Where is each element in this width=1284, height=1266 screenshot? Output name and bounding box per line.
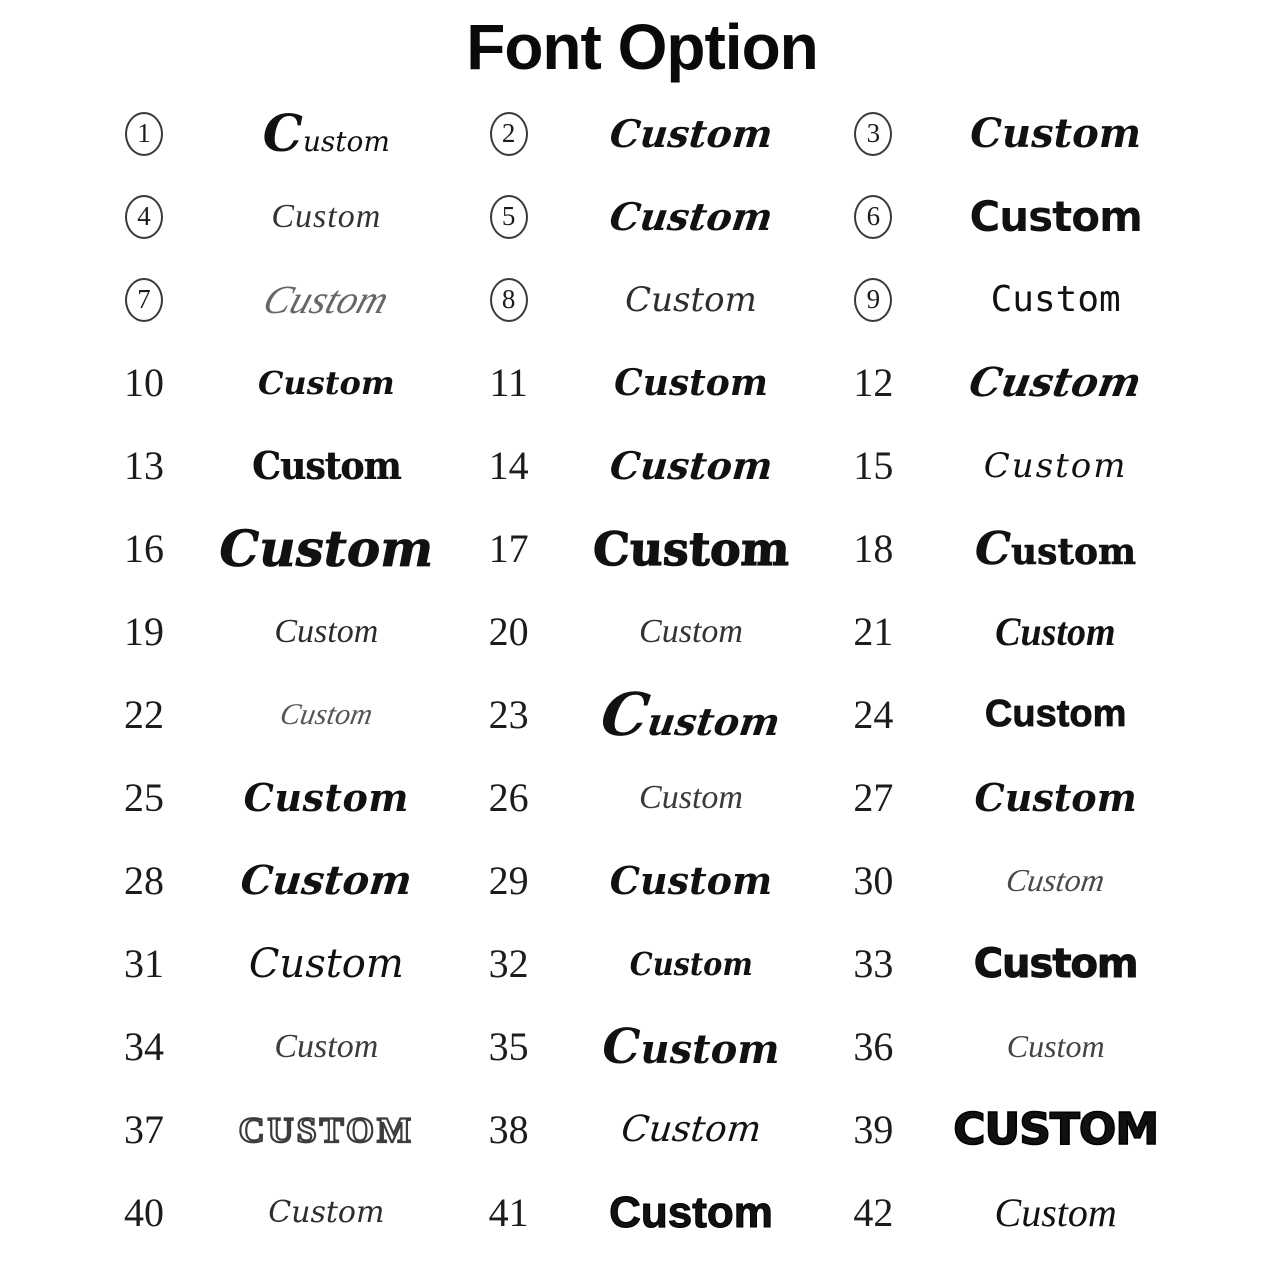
item-number: 23 xyxy=(488,691,529,737)
item-number: 13 xyxy=(124,442,164,488)
item-number: 34 xyxy=(124,1023,164,1069)
item-number: 15 xyxy=(853,442,894,488)
font-option-item-11 xyxy=(465,341,830,424)
item-number: 39 xyxy=(853,1106,894,1152)
item-number-box xyxy=(829,1189,917,1235)
font-grid xyxy=(100,92,1194,1254)
font-option-item-29 xyxy=(465,839,830,922)
item-number-box xyxy=(100,608,188,654)
item-number-box xyxy=(100,525,188,571)
item-number-box xyxy=(100,857,188,903)
page-title: Font Option xyxy=(466,11,818,83)
item-number-box xyxy=(465,278,553,322)
item-number-box xyxy=(100,691,188,737)
item-number: 6 xyxy=(854,195,892,239)
item-number: 19 xyxy=(124,608,164,654)
item-number: 38 xyxy=(488,1106,529,1152)
font-option-item-42 xyxy=(829,1171,1194,1254)
font-option-item-32 xyxy=(465,922,830,1005)
font-sample-13-blackletter-old-english: Custom xyxy=(252,443,401,488)
item-number: 40 xyxy=(124,1189,164,1235)
font-option-item-6 xyxy=(829,175,1194,258)
font-option-item-41 xyxy=(465,1171,830,1254)
item-number-box xyxy=(100,774,188,820)
font-sample-42-elegant-italic-serif: Custom xyxy=(994,1190,1117,1235)
font-option-item-21 xyxy=(829,590,1194,673)
item-number: 35 xyxy=(488,1023,529,1069)
item-number: 33 xyxy=(853,940,894,986)
font-option-item-5 xyxy=(465,175,830,258)
font-option-item-12 xyxy=(829,341,1194,424)
font-option-item-15 xyxy=(829,424,1194,507)
item-number-box xyxy=(829,940,917,986)
item-number: 28 xyxy=(124,857,164,903)
font-option-item-17 xyxy=(465,507,830,590)
font-option-item-20 xyxy=(465,590,830,673)
item-number: 26 xyxy=(488,774,529,820)
font-option-item-24 xyxy=(829,673,1194,756)
font-sample-15-quirky-handwritten: Custom xyxy=(983,445,1128,486)
item-number: 36 xyxy=(853,1023,894,1069)
item-number-box xyxy=(465,1106,553,1152)
font-sample-2-italic-script-medium: Custom xyxy=(607,111,775,156)
font-sample-10-bold-compact-script: Custom xyxy=(257,363,395,402)
font-option-item-25 xyxy=(100,756,465,839)
font-option-item-23 xyxy=(465,673,830,756)
item-number-box xyxy=(829,442,917,488)
item-number-box xyxy=(829,525,917,571)
item-number-box xyxy=(829,278,917,322)
item-number: 10 xyxy=(124,359,164,405)
font-sample-36-light-script: Custom xyxy=(1006,1028,1105,1064)
item-number: 32 xyxy=(488,940,529,986)
item-number: 21 xyxy=(853,608,894,654)
item-number: 30 xyxy=(853,857,894,903)
item-number: 17 xyxy=(488,525,529,571)
item-number-box xyxy=(465,608,553,654)
item-number: 37 xyxy=(124,1106,164,1152)
font-option-item-27 xyxy=(829,756,1194,839)
item-number-box xyxy=(465,442,553,488)
item-number-box xyxy=(100,940,188,986)
item-number-box xyxy=(829,195,917,239)
font-sample-21-bold-italic-condensed: Custom xyxy=(995,609,1116,654)
item-number-box xyxy=(465,774,553,820)
item-number-box xyxy=(465,359,553,405)
font-option-item-38 xyxy=(465,1088,830,1171)
item-number: 31 xyxy=(124,940,164,986)
font-sample-31-medium-upright-script: Custom xyxy=(248,940,404,987)
item-number-box xyxy=(100,278,188,322)
item-number-box xyxy=(100,442,188,488)
font-option-item-1 xyxy=(100,92,465,175)
font-sample-39-heavy-rounded-caps: CUSTOM xyxy=(953,1104,1159,1155)
font-option-item-34 xyxy=(100,1005,465,1088)
font-option-item-3 xyxy=(829,92,1194,175)
font-option-item-35 xyxy=(465,1005,830,1088)
item-number: 18 xyxy=(853,525,894,571)
font-option-item-9 xyxy=(829,258,1194,341)
font-sample-25-retro-script-medium: Custom xyxy=(243,775,410,820)
item-number: 20 xyxy=(488,608,529,654)
item-number-box xyxy=(829,608,917,654)
font-sample-11-bold-script: Custom xyxy=(614,361,768,404)
item-number: 3 xyxy=(854,112,892,156)
item-number-box xyxy=(829,1023,917,1069)
item-number: 2 xyxy=(490,112,528,156)
item-number-box xyxy=(100,1106,188,1152)
item-number-box xyxy=(465,1023,553,1069)
item-number-box xyxy=(829,1106,917,1152)
item-number: 7 xyxy=(125,278,163,322)
item-number: 12 xyxy=(853,359,894,405)
item-number-box xyxy=(100,195,188,239)
font-sample-32-bold-condensed-script: Custom xyxy=(629,944,753,983)
font-sample-18-bold-decorative-serif: Custom xyxy=(975,522,1137,575)
item-number-box xyxy=(465,857,553,903)
font-option-item-26 xyxy=(465,756,830,839)
font-sample-1-script-with-large-decorative-capital: Custom xyxy=(262,104,390,163)
item-number: 22 xyxy=(124,691,164,737)
font-option-item-13 xyxy=(100,424,465,507)
font-option-item-18 xyxy=(829,507,1194,590)
item-number: 16 xyxy=(124,525,164,571)
font-sample-30-thin-italic-script: Custom xyxy=(1004,862,1108,898)
font-sample-7-thin-flourish-signature-script: Custom xyxy=(257,277,395,322)
font-option-item-30 xyxy=(829,839,1194,922)
font-sample-29-bold-upright-script: Custom xyxy=(609,858,773,903)
item-number-box xyxy=(465,525,553,571)
item-number: 8 xyxy=(490,278,528,322)
font-sample-40-small-script: Custom xyxy=(268,1195,385,1230)
font-sample-23-bold-brush-script-large-capital: Custom xyxy=(596,680,783,749)
font-option-item-16 xyxy=(100,507,465,590)
font-sample-33-heavy-display: Custom xyxy=(973,940,1138,987)
font-option-item-36 xyxy=(829,1005,1194,1088)
font-option-item-37 xyxy=(100,1088,465,1171)
font-sample-41-heavy-bold-sans: Custom xyxy=(609,1187,773,1237)
font-sample-4-elegant-thin-script: Custom xyxy=(271,197,382,235)
font-sample-3-bold-script: Custom xyxy=(970,110,1142,157)
font-sample-5-bold-italic-script: Custom xyxy=(606,194,776,239)
item-number: 5 xyxy=(490,195,528,239)
font-option-item-14 xyxy=(465,424,830,507)
font-sample-28-bold-italic-script: Custom xyxy=(238,857,415,904)
font-option-item-10 xyxy=(100,341,465,424)
font-option-item-22 xyxy=(100,673,465,756)
item-number-box xyxy=(829,857,917,903)
item-number-box xyxy=(829,359,917,405)
item-number-box xyxy=(100,1023,188,1069)
item-number: 29 xyxy=(488,857,529,903)
item-number-box xyxy=(100,112,188,156)
item-number-box xyxy=(829,691,917,737)
font-option-item-2 xyxy=(465,92,830,175)
font-sample-20-elegant-script: Custom xyxy=(639,612,743,650)
font-sample-22-light-casual-handwriting: Custom xyxy=(277,697,376,731)
font-sample-35-bold-swash-script: Custom xyxy=(602,1018,780,1075)
item-number: 27 xyxy=(853,774,894,820)
item-number-box xyxy=(465,112,553,156)
font-sample-12-bold-slanted-script: Custom xyxy=(966,359,1146,406)
font-sample-38-italic-script: Custom xyxy=(619,1109,763,1150)
font-sample-37-outline-collegiate-caps: CUSTOM xyxy=(238,1109,414,1150)
font-sample-19-elegant-script: Custom xyxy=(274,612,379,650)
item-number-box xyxy=(829,774,917,820)
item-number: 42 xyxy=(853,1189,894,1235)
font-option-item-28 xyxy=(100,839,465,922)
font-sample-24-heavy-sans: Custom xyxy=(984,693,1127,735)
item-number-box xyxy=(465,195,553,239)
font-option-item-33 xyxy=(829,922,1194,1005)
font-option-item-8 xyxy=(465,258,830,341)
item-number: 11 xyxy=(489,359,528,405)
item-number-box xyxy=(100,359,188,405)
font-sample-14-swash-soda-script: Custom xyxy=(607,443,775,488)
item-number: 25 xyxy=(124,774,164,820)
font-option-item-4 xyxy=(100,175,465,258)
item-number: 41 xyxy=(488,1189,529,1235)
item-number: 24 xyxy=(853,691,894,737)
item-number: 9 xyxy=(854,278,892,322)
font-sample-17-heavy-rounded-serif-cooper: Custom xyxy=(591,521,791,576)
item-number-box xyxy=(465,1189,553,1235)
item-number: 1 xyxy=(125,112,163,156)
item-number-box xyxy=(829,112,917,156)
item-number-box xyxy=(465,940,553,986)
item-number: 14 xyxy=(488,442,529,488)
item-number-box xyxy=(465,691,553,737)
font-sample-6-rounded-groovy-display: Custom xyxy=(969,192,1142,241)
font-option-item-40 xyxy=(100,1171,465,1254)
font-sample-27-bold-script: Custom xyxy=(974,775,1137,820)
font-option-item-31 xyxy=(100,922,465,1005)
font-option-item-19 xyxy=(100,590,465,673)
font-sample-9-typewriter-monospace: Custom xyxy=(990,279,1121,320)
item-number-box xyxy=(100,1189,188,1235)
font-sample-26-thin-rounded-script: Custom xyxy=(639,778,743,816)
item-number: 4 xyxy=(125,195,163,239)
font-sample-16-heavy-retro-script: Custom xyxy=(219,519,434,578)
font-sample-8-casual-script: Custom xyxy=(625,279,757,320)
font-sample-34-light-script: Custom xyxy=(274,1027,379,1065)
font-option-item-7 xyxy=(100,258,465,341)
font-option-item-39 xyxy=(829,1088,1194,1171)
